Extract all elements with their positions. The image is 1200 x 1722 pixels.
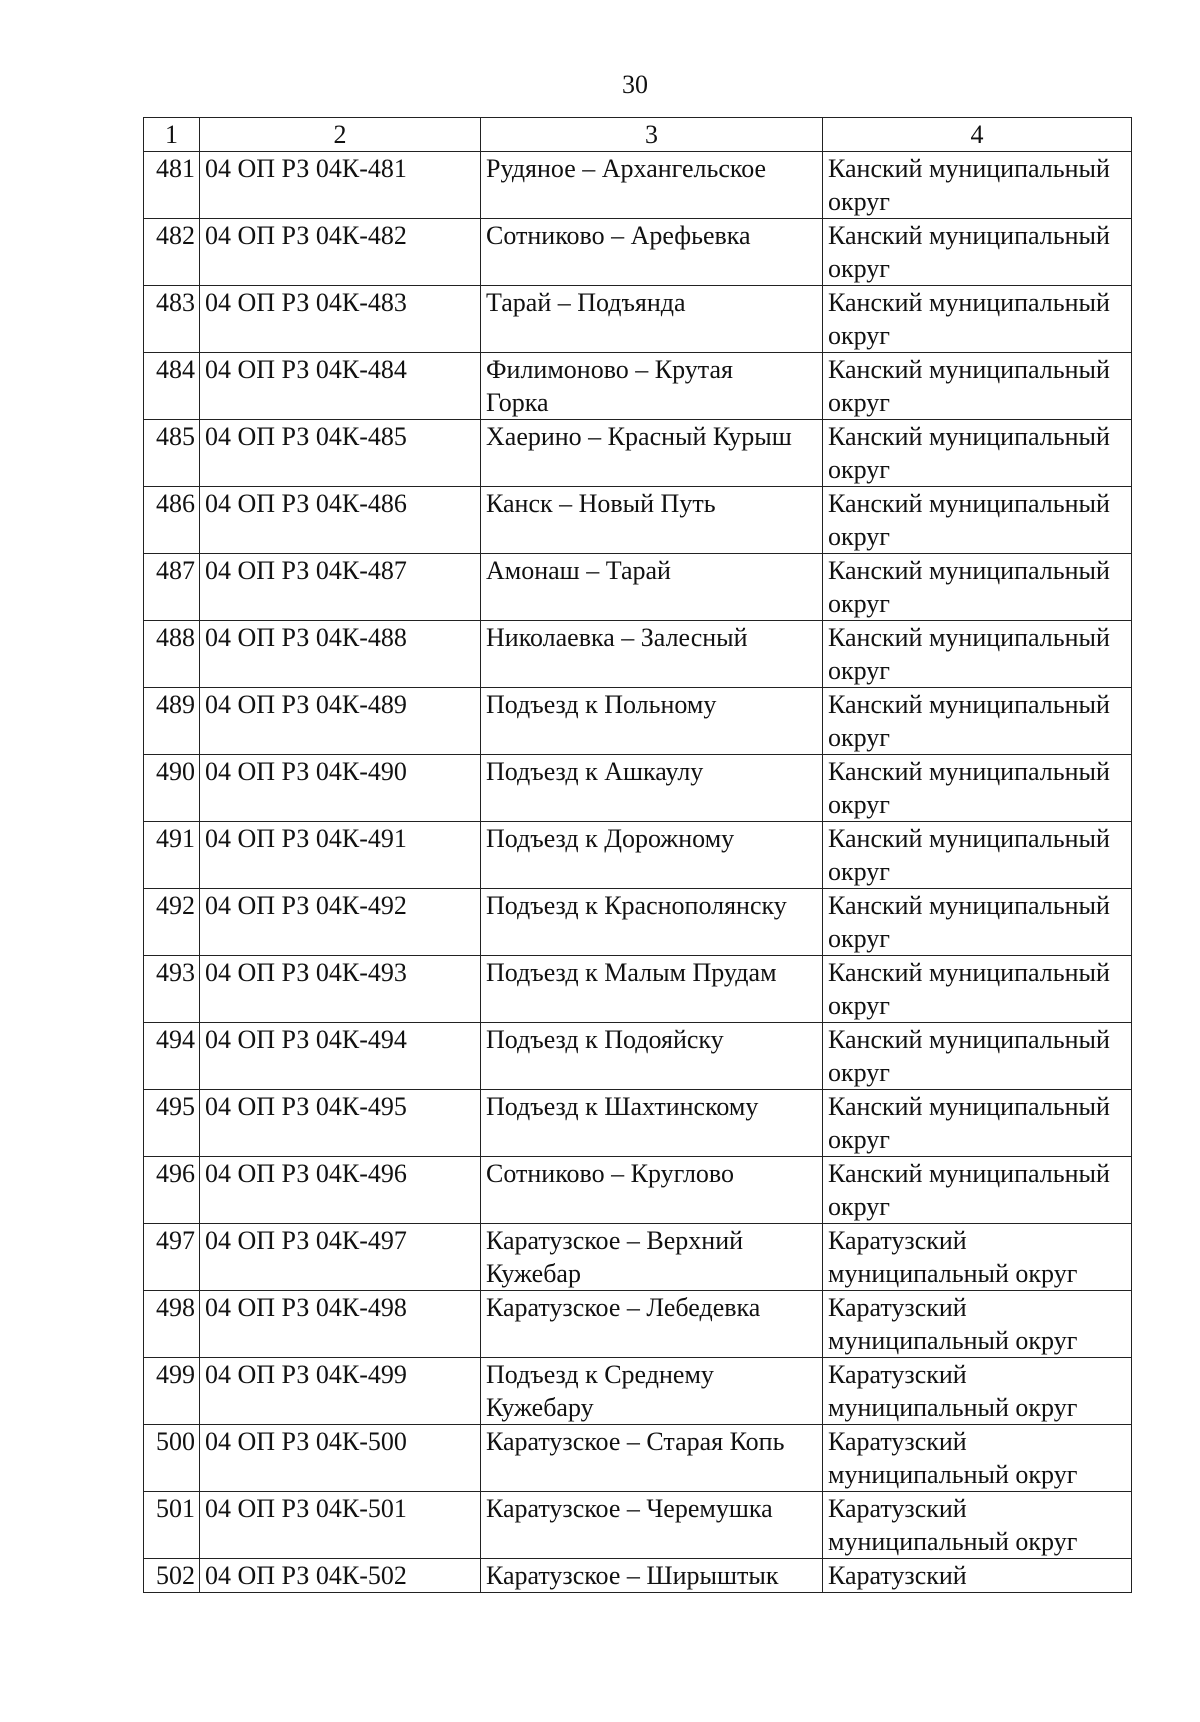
road-name-line: Николаевка – Залесный — [486, 623, 748, 652]
district-line: муниципальный округ — [828, 1527, 1078, 1556]
row-number-cell: 491 — [144, 822, 200, 889]
district-line: Каратузский — [828, 1427, 967, 1456]
district-line: Канский муниципальный — [828, 1159, 1110, 1188]
district-line: Канский муниципальный — [828, 489, 1110, 518]
road-id-cell: 04 ОП РЗ 04К-492 — [200, 889, 481, 956]
road-name-line: Канск – Новый Путь — [486, 489, 716, 518]
district-line: округ — [828, 455, 890, 484]
road-name-line: Хаерино – Красный Курыш — [486, 422, 792, 451]
road-id-cell: 04 ОП РЗ 04К-489 — [200, 688, 481, 755]
district-cell — [823, 755, 1132, 822]
district-line: округ — [828, 589, 890, 618]
road-name-cell — [481, 1023, 823, 1090]
road-name-cell — [481, 1224, 823, 1291]
district-line: Каратузский — [828, 1293, 967, 1322]
table-row — [144, 420, 1132, 487]
district-line: муниципальный округ — [828, 1460, 1078, 1489]
road-name-line: Сотниково – Арефьевка — [486, 221, 751, 250]
district-cell — [823, 554, 1132, 621]
table-row — [144, 1492, 1132, 1559]
row-number-cell: 500 — [144, 1425, 200, 1492]
roads-table — [143, 117, 1132, 1593]
road-name-line: Каратузское – Ширыштык — [486, 1561, 779, 1590]
district-cell — [823, 286, 1132, 353]
road-id-cell: 04 ОП РЗ 04К-485 — [200, 420, 481, 487]
road-id-cell: 04 ОП РЗ 04К-493 — [200, 956, 481, 1023]
district-line: округ — [828, 388, 890, 417]
table-row — [144, 688, 1132, 755]
district-line: муниципальный округ — [828, 1259, 1078, 1288]
district-line: округ — [828, 924, 890, 953]
road-name-cell — [481, 1090, 823, 1157]
road-name-cell — [481, 1559, 823, 1593]
road-id-cell: 04 ОП РЗ 04К-497 — [200, 1224, 481, 1291]
table-row — [144, 1358, 1132, 1425]
district-cell — [823, 956, 1132, 1023]
road-id-cell: 04 ОП РЗ 04К-496 — [200, 1157, 481, 1224]
road-id-cell: 04 ОП РЗ 04К-487 — [200, 554, 481, 621]
table-row — [144, 755, 1132, 822]
road-id-cell: 04 ОП РЗ 04К-498 — [200, 1291, 481, 1358]
road-name-line: Подъезд к Шахтинскому — [486, 1092, 759, 1121]
district-cell — [823, 1157, 1132, 1224]
road-name-cell — [481, 956, 823, 1023]
table-row — [144, 1157, 1132, 1224]
road-id-cell: 04 ОП РЗ 04К-483 — [200, 286, 481, 353]
road-id-cell: 04 ОП РЗ 04К-499 — [200, 1358, 481, 1425]
row-number-cell: 501 — [144, 1492, 200, 1559]
district-line: округ — [828, 790, 890, 819]
district-cell — [823, 1358, 1132, 1425]
district-line: муниципальный округ — [828, 1393, 1078, 1422]
table-row — [144, 621, 1132, 688]
district-line: Канский муниципальный — [828, 422, 1110, 451]
district-cell — [823, 487, 1132, 554]
road-id-cell: 04 ОП РЗ 04К-484 — [200, 353, 481, 420]
row-number-cell: 481 — [144, 152, 200, 219]
header-cell-2: 2 — [200, 118, 481, 152]
district-line: Каратузский — [828, 1360, 967, 1389]
road-name-cell — [481, 152, 823, 219]
district-cell — [823, 353, 1132, 420]
district-line: Каратузский — [828, 1494, 967, 1523]
road-name-cell — [481, 554, 823, 621]
table-row — [144, 487, 1132, 554]
table-row — [144, 1023, 1132, 1090]
district-line: округ — [828, 254, 890, 283]
district-cell — [823, 1492, 1132, 1559]
road-name-line: Подъезд к Малым Прудам — [486, 958, 777, 987]
district-line: округ — [828, 321, 890, 350]
district-line: Канский муниципальный — [828, 556, 1110, 585]
district-cell — [823, 1023, 1132, 1090]
row-number-cell: 482 — [144, 219, 200, 286]
table-row — [144, 1224, 1132, 1291]
road-name-line: Кужебар — [486, 1259, 581, 1288]
road-id-cell: 04 ОП РЗ 04К-490 — [200, 755, 481, 822]
road-name-line: Кужебару — [486, 1393, 594, 1422]
road-id-cell: 04 ОП РЗ 04К-500 — [200, 1425, 481, 1492]
road-name-cell — [481, 1425, 823, 1492]
road-id-cell: 04 ОП РЗ 04К-491 — [200, 822, 481, 889]
table-row — [144, 889, 1132, 956]
road-name-line: Сотниково – Круглово — [486, 1159, 735, 1188]
table-row — [144, 822, 1132, 889]
district-line: округ — [828, 1058, 890, 1087]
table-row — [144, 1559, 1132, 1593]
district-line: Канский муниципальный — [828, 824, 1110, 853]
row-number-cell: 495 — [144, 1090, 200, 1157]
table-row — [144, 1425, 1132, 1492]
table-row — [144, 554, 1132, 621]
road-name-line: Подъезд к Среднему — [486, 1360, 714, 1389]
table-row — [144, 1090, 1132, 1157]
table-row — [144, 353, 1132, 420]
road-name-line: Рудяное – Архангельское — [486, 154, 767, 183]
row-number-cell: 486 — [144, 487, 200, 554]
road-name-cell — [481, 286, 823, 353]
road-name-line: Горка — [486, 388, 549, 417]
district-line: Канский муниципальный — [828, 623, 1110, 652]
district-cell — [823, 621, 1132, 688]
road-name-cell — [481, 688, 823, 755]
road-name-line: Подъезд к Польному — [486, 690, 717, 719]
road-name-cell — [481, 1291, 823, 1358]
road-name-line: Подъезд к Дорожному — [486, 824, 735, 853]
row-number-cell: 487 — [144, 554, 200, 621]
row-number-cell: 488 — [144, 621, 200, 688]
page-number: 30 — [622, 70, 648, 99]
row-number-cell: 484 — [144, 353, 200, 420]
road-name-cell — [481, 420, 823, 487]
district-cell — [823, 420, 1132, 487]
road-id-cell: 04 ОП РЗ 04К-481 — [200, 152, 481, 219]
district-line: округ — [828, 656, 890, 685]
district-line: округ — [828, 1192, 890, 1221]
row-number-cell: 490 — [144, 755, 200, 822]
table-row — [144, 1291, 1132, 1358]
road-id-cell: 04 ОП РЗ 04К-482 — [200, 219, 481, 286]
district-cell — [823, 822, 1132, 889]
table-row — [144, 286, 1132, 353]
district-line: Канский муниципальный — [828, 154, 1110, 183]
road-id-cell: 04 ОП РЗ 04К-488 — [200, 621, 481, 688]
district-line: Канский муниципальный — [828, 958, 1110, 987]
district-line: Каратузский — [828, 1561, 967, 1590]
row-number-cell: 483 — [144, 286, 200, 353]
row-number-cell: 489 — [144, 688, 200, 755]
row-number-cell: 492 — [144, 889, 200, 956]
row-number-cell: 502 — [144, 1559, 200, 1593]
table-row — [144, 219, 1132, 286]
road-name-line: Подъезд к Краснополянску — [486, 891, 787, 920]
table-row — [144, 152, 1132, 219]
header-cell-4: 4 — [823, 118, 1132, 152]
district-cell — [823, 219, 1132, 286]
road-name-cell — [481, 889, 823, 956]
road-name-line: Каратузское – Черемушка — [486, 1494, 773, 1523]
district-line: Канский муниципальный — [828, 757, 1110, 786]
road-name-cell — [481, 1157, 823, 1224]
district-cell — [823, 1224, 1132, 1291]
district-line: Канский муниципальный — [828, 288, 1110, 317]
row-number-cell: 485 — [144, 420, 200, 487]
row-number-cell: 497 — [144, 1224, 200, 1291]
table-body — [144, 118, 1132, 1593]
road-name-line: Подъезд к Подояйску — [486, 1025, 724, 1054]
road-name-line: Амонаш – Тарай — [486, 556, 671, 585]
road-name-line: Каратузское – Старая Копь — [486, 1427, 785, 1456]
road-name-cell — [481, 487, 823, 554]
district-cell — [823, 889, 1132, 956]
district-line: округ — [828, 723, 890, 752]
header-cell-3: 3 — [481, 118, 823, 152]
road-id-cell: 04 ОП РЗ 04К-486 — [200, 487, 481, 554]
row-number-cell: 493 — [144, 956, 200, 1023]
district-cell — [823, 688, 1132, 755]
row-number-cell: 496 — [144, 1157, 200, 1224]
district-line: Канский муниципальный — [828, 355, 1110, 384]
road-id-cell: 04 ОП РЗ 04К-494 — [200, 1023, 481, 1090]
road-name-line: Каратузское – Верхний — [486, 1226, 744, 1255]
district-line: Канский муниципальный — [828, 1092, 1110, 1121]
district-line: Каратузский — [828, 1226, 967, 1255]
road-id-cell: 04 ОП РЗ 04К-502 — [200, 1559, 481, 1593]
district-line: Канский муниципальный — [828, 221, 1110, 250]
road-name-line: Подъезд к Ашкаулу — [486, 757, 704, 786]
district-line: Канский муниципальный — [828, 891, 1110, 920]
table-row — [144, 956, 1132, 1023]
row-number-cell: 498 — [144, 1291, 200, 1358]
road-name-cell — [481, 353, 823, 420]
district-line: округ — [828, 857, 890, 886]
district-line: округ — [828, 991, 890, 1020]
road-name-line: Каратузское – Лебедевка — [486, 1293, 761, 1322]
district-line: Канский муниципальный — [828, 690, 1110, 719]
road-name-cell — [481, 621, 823, 688]
district-cell — [823, 1291, 1132, 1358]
district-line: округ — [828, 522, 890, 551]
road-name-cell — [481, 219, 823, 286]
road-name-cell — [481, 1492, 823, 1559]
district-cell — [823, 152, 1132, 219]
table-header-row — [144, 118, 1132, 152]
road-name-cell — [481, 755, 823, 822]
district-line: округ — [828, 187, 890, 216]
district-cell — [823, 1425, 1132, 1492]
road-name-cell — [481, 822, 823, 889]
row-number-cell: 499 — [144, 1358, 200, 1425]
road-id-cell: 04 ОП РЗ 04К-501 — [200, 1492, 481, 1559]
road-name-line: Тарай – Подъянда — [486, 288, 686, 317]
road-id-cell: 04 ОП РЗ 04К-495 — [200, 1090, 481, 1157]
district-line: муниципальный округ — [828, 1326, 1078, 1355]
road-name-line: Филимоново – Крутая — [486, 355, 733, 384]
district-line: Канский муниципальный — [828, 1025, 1110, 1054]
row-number-cell: 494 — [144, 1023, 200, 1090]
district-line: округ — [828, 1125, 890, 1154]
district-cell — [823, 1090, 1132, 1157]
header-cell-1: 1 — [144, 118, 200, 152]
road-name-cell — [481, 1358, 823, 1425]
district-cell — [823, 1559, 1132, 1593]
